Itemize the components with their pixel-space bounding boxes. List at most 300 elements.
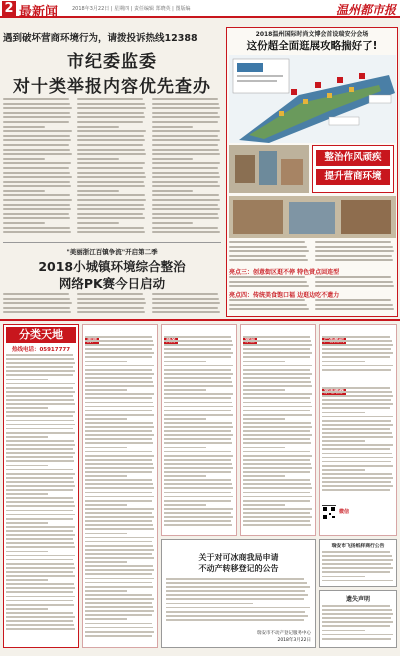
text-line bbox=[322, 489, 390, 491]
text-line bbox=[152, 302, 221, 304]
text-line bbox=[6, 555, 75, 557]
text-line bbox=[243, 447, 285, 449]
text-line bbox=[243, 516, 312, 518]
text-line bbox=[6, 395, 73, 397]
text-line bbox=[322, 365, 393, 367]
text-line bbox=[85, 418, 127, 420]
text-line bbox=[77, 98, 143, 100]
text-line bbox=[166, 619, 304, 621]
text-line bbox=[6, 542, 74, 544]
text-line bbox=[3, 298, 70, 300]
text-line bbox=[85, 344, 154, 346]
text-line bbox=[322, 571, 390, 573]
text-line bbox=[164, 344, 233, 346]
text-line bbox=[322, 356, 390, 358]
text-line bbox=[6, 358, 74, 360]
text-line bbox=[3, 162, 71, 164]
text-line bbox=[322, 555, 392, 557]
text-line bbox=[164, 369, 231, 371]
text-line bbox=[243, 471, 310, 473]
text-line bbox=[243, 356, 310, 358]
text-line bbox=[85, 365, 154, 367]
text-line bbox=[166, 611, 305, 613]
text-line bbox=[243, 512, 310, 514]
text-line bbox=[85, 385, 154, 387]
text-line bbox=[322, 420, 391, 422]
text-line bbox=[152, 190, 194, 192]
text-line bbox=[229, 250, 309, 252]
text-line bbox=[85, 471, 152, 473]
lead-body bbox=[3, 98, 221, 238]
text-line bbox=[6, 403, 75, 405]
text-line bbox=[85, 348, 152, 350]
text-line bbox=[3, 208, 71, 210]
text-line bbox=[164, 406, 233, 408]
text-line bbox=[243, 500, 310, 502]
text-line bbox=[229, 308, 309, 310]
text-line bbox=[243, 344, 312, 346]
culture-body-1 bbox=[229, 241, 395, 265]
text-line bbox=[243, 475, 285, 477]
text-line bbox=[85, 467, 154, 469]
text-line bbox=[3, 176, 72, 178]
text-line bbox=[3, 158, 45, 160]
text-line bbox=[77, 121, 143, 123]
text-line bbox=[164, 365, 233, 367]
text-line bbox=[85, 618, 127, 620]
text-line bbox=[243, 467, 312, 469]
classifieds-col-2-list bbox=[85, 336, 155, 639]
text-line bbox=[164, 348, 231, 350]
text-line bbox=[3, 190, 45, 192]
text-line bbox=[6, 559, 73, 561]
notice-date: 2018年3月22日 bbox=[277, 638, 311, 643]
text-line bbox=[85, 524, 153, 526]
text-line bbox=[322, 340, 392, 342]
text-line bbox=[243, 479, 310, 481]
text-line bbox=[243, 361, 285, 363]
text-line bbox=[6, 514, 75, 516]
text-line bbox=[315, 255, 392, 257]
wechat-label: 微信 bbox=[339, 509, 350, 515]
text-line bbox=[152, 112, 219, 114]
text-line bbox=[152, 227, 219, 229]
text-line bbox=[77, 139, 145, 141]
text-line bbox=[6, 579, 48, 581]
text-line bbox=[6, 391, 75, 393]
text-line bbox=[243, 459, 310, 461]
text-line bbox=[322, 630, 365, 632]
text-line bbox=[243, 369, 310, 371]
text-line bbox=[229, 246, 307, 248]
text-line bbox=[322, 457, 393, 459]
text-line bbox=[322, 412, 365, 414]
text-line bbox=[152, 103, 219, 105]
text-line bbox=[6, 616, 75, 618]
text-line bbox=[152, 298, 219, 300]
text-line bbox=[315, 308, 395, 310]
divider bbox=[3, 242, 221, 243]
text-line bbox=[322, 336, 390, 338]
text-line bbox=[322, 344, 393, 346]
culture-headline: 这份超全面逛展攻略揣好了! bbox=[246, 40, 378, 52]
text-line bbox=[6, 526, 75, 528]
text-line bbox=[85, 590, 127, 592]
text-line bbox=[152, 98, 218, 100]
text-line bbox=[85, 455, 154, 457]
text-line bbox=[85, 512, 152, 514]
text-line bbox=[85, 537, 154, 539]
classifieds-col-4-list bbox=[243, 336, 313, 528]
text-line bbox=[164, 516, 233, 518]
text-line bbox=[77, 162, 145, 164]
text-line bbox=[77, 190, 119, 192]
text-line bbox=[164, 377, 231, 379]
text-line bbox=[164, 410, 231, 412]
text-line bbox=[315, 304, 393, 306]
text-line bbox=[85, 402, 153, 404]
text-line bbox=[3, 139, 71, 141]
text-line bbox=[6, 374, 73, 376]
text-line bbox=[6, 624, 74, 626]
text-line bbox=[85, 528, 154, 530]
text-line bbox=[322, 469, 365, 471]
text-line bbox=[85, 504, 127, 506]
text-line bbox=[77, 222, 119, 224]
text-line bbox=[77, 227, 144, 229]
text-line bbox=[77, 204, 144, 206]
text-line bbox=[6, 481, 74, 483]
text-line bbox=[85, 389, 127, 391]
classifieds-rule bbox=[0, 319, 400, 321]
text-line bbox=[152, 181, 219, 183]
text-line bbox=[6, 600, 73, 602]
masthead-meta: 2018年3月22日 | 星期四 | 责任编辑 郑晓英 | 图版编 bbox=[72, 6, 191, 12]
text-line bbox=[243, 430, 310, 432]
text-line bbox=[243, 397, 310, 399]
text-line bbox=[6, 493, 48, 495]
text-line bbox=[77, 302, 146, 304]
text-line bbox=[166, 603, 253, 605]
text-line bbox=[85, 627, 153, 629]
text-line bbox=[164, 373, 233, 375]
text-line bbox=[243, 406, 312, 408]
lead-kicker: 遇到破坏营商环境行为，请拨投诉热线12388 bbox=[3, 33, 198, 44]
text-line bbox=[6, 436, 48, 438]
text-line bbox=[322, 444, 393, 446]
text-line bbox=[164, 492, 231, 494]
text-line bbox=[85, 426, 154, 428]
text-line bbox=[315, 276, 391, 278]
text-line bbox=[6, 538, 73, 540]
culture-subhead-2: 亮点四：传统美食饱口福 边逛边吃不遗力 bbox=[229, 292, 340, 299]
section-name: 最新闻 bbox=[19, 5, 59, 20]
text-line bbox=[322, 609, 392, 611]
text-line bbox=[152, 307, 219, 309]
text-line bbox=[85, 623, 152, 625]
text-line bbox=[322, 352, 393, 354]
text-line bbox=[164, 385, 233, 387]
photo-crafts bbox=[229, 145, 309, 193]
text-line bbox=[164, 512, 231, 514]
text-line bbox=[85, 496, 154, 498]
text-line bbox=[243, 393, 312, 395]
text-line bbox=[322, 481, 391, 483]
text-line bbox=[243, 442, 311, 444]
text-line bbox=[322, 477, 393, 479]
badge-line-2: 提升营商环境 bbox=[316, 169, 390, 185]
text-line bbox=[322, 424, 393, 426]
text-line bbox=[3, 217, 70, 219]
text-line bbox=[77, 194, 144, 196]
newspaper-logo: 温州都市报 bbox=[335, 3, 396, 17]
text-line bbox=[77, 181, 144, 183]
text-line bbox=[3, 199, 72, 201]
text-line bbox=[243, 455, 312, 457]
campaign-kicker: "美丽浙江百镇争流"开启第二季 bbox=[66, 248, 158, 256]
text-line bbox=[243, 422, 311, 424]
text-line bbox=[243, 402, 311, 404]
text-line bbox=[77, 144, 143, 146]
classifieds-col-5-list-a bbox=[322, 336, 394, 373]
notice-headline-1: 关于对可冰商我局申请 bbox=[198, 553, 279, 562]
text-line bbox=[164, 393, 233, 395]
text-line bbox=[243, 451, 310, 453]
text-line bbox=[166, 590, 305, 592]
text-line bbox=[243, 426, 312, 428]
text-line bbox=[152, 311, 220, 313]
text-line bbox=[85, 557, 154, 559]
text-line bbox=[166, 594, 308, 596]
text-line bbox=[164, 397, 231, 399]
text-line bbox=[85, 582, 152, 584]
text-line bbox=[152, 194, 219, 196]
text-line bbox=[77, 107, 146, 109]
text-line bbox=[164, 414, 233, 416]
text-line bbox=[85, 447, 127, 449]
text-line bbox=[77, 298, 144, 300]
announcement-title: 瑞安市飞扬纸样商行公告 bbox=[331, 544, 385, 549]
text-line bbox=[3, 112, 70, 114]
text-line bbox=[77, 311, 145, 313]
text-line bbox=[85, 414, 154, 416]
loss-notice-body bbox=[322, 605, 394, 642]
text-line bbox=[322, 448, 390, 450]
text-line bbox=[322, 563, 391, 565]
text-line bbox=[152, 293, 218, 295]
text-line bbox=[85, 549, 154, 551]
text-line bbox=[6, 563, 74, 565]
text-line bbox=[152, 139, 220, 141]
text-line bbox=[166, 582, 307, 584]
text-line bbox=[6, 485, 75, 487]
lead-story bbox=[3, 30, 221, 97]
text-line bbox=[85, 410, 152, 412]
text-line bbox=[6, 604, 74, 606]
text-line bbox=[6, 428, 73, 430]
text-line bbox=[6, 510, 73, 512]
text-line bbox=[6, 366, 73, 368]
campaign-headline-1: 2018小城镇环境综合整治 bbox=[38, 259, 186, 274]
text-line bbox=[152, 149, 219, 151]
text-line bbox=[152, 199, 221, 201]
text-line bbox=[6, 608, 48, 610]
text-line bbox=[243, 487, 312, 489]
loss-notice-title: 遗失声明 bbox=[345, 596, 370, 603]
text-line bbox=[164, 447, 206, 449]
text-line bbox=[3, 121, 69, 123]
text-line bbox=[85, 545, 153, 547]
announcement-body bbox=[322, 551, 394, 584]
text-line bbox=[3, 149, 70, 151]
text-line bbox=[322, 416, 393, 418]
text-line bbox=[152, 126, 194, 128]
text-line bbox=[164, 426, 233, 428]
text-line bbox=[77, 103, 144, 105]
text-line bbox=[6, 456, 73, 458]
text-line bbox=[315, 250, 395, 252]
text-line bbox=[85, 377, 152, 379]
text-line bbox=[164, 487, 233, 489]
text-line bbox=[164, 389, 206, 391]
text-line bbox=[6, 567, 75, 569]
text-line bbox=[77, 208, 145, 210]
text-line bbox=[6, 432, 75, 434]
text-line bbox=[77, 153, 146, 155]
text-line bbox=[6, 518, 73, 520]
exhibition-map-image bbox=[229, 55, 396, 143]
text-line bbox=[6, 596, 75, 598]
text-line bbox=[85, 369, 152, 371]
text-line bbox=[315, 299, 391, 301]
text-line bbox=[243, 496, 312, 498]
text-line bbox=[152, 204, 219, 206]
text-line bbox=[164, 500, 231, 502]
text-line bbox=[166, 578, 304, 580]
text-line bbox=[164, 422, 232, 424]
text-line bbox=[164, 471, 231, 473]
text-line bbox=[6, 469, 73, 471]
text-line bbox=[322, 403, 393, 405]
text-line bbox=[243, 492, 310, 494]
text-line bbox=[164, 430, 231, 432]
text-line bbox=[77, 135, 144, 137]
text-line bbox=[164, 451, 231, 453]
text-line bbox=[322, 485, 393, 487]
text-line bbox=[322, 580, 393, 582]
text-line bbox=[315, 281, 393, 283]
text-line bbox=[6, 591, 73, 593]
text-line bbox=[85, 606, 153, 608]
text-line bbox=[243, 418, 285, 420]
text-line bbox=[152, 231, 220, 233]
text-line bbox=[6, 370, 75, 372]
text-line bbox=[3, 231, 71, 233]
text-line bbox=[322, 453, 392, 455]
text-line bbox=[322, 473, 392, 475]
text-line bbox=[322, 440, 365, 442]
text-line bbox=[77, 199, 146, 201]
text-line bbox=[164, 442, 232, 444]
text-line bbox=[315, 285, 395, 287]
text-line bbox=[77, 217, 144, 219]
text-line bbox=[77, 213, 143, 215]
text-line bbox=[85, 438, 152, 440]
text-line bbox=[164, 459, 231, 461]
text-line bbox=[166, 607, 310, 609]
text-line bbox=[243, 410, 310, 412]
text-line bbox=[152, 176, 221, 178]
text-line bbox=[6, 501, 74, 503]
text-line bbox=[6, 452, 75, 454]
text-line bbox=[6, 407, 48, 409]
text-line bbox=[3, 103, 70, 105]
text-line bbox=[243, 336, 310, 338]
text-line bbox=[322, 399, 391, 401]
text-line bbox=[229, 285, 309, 287]
text-line bbox=[322, 348, 391, 350]
text-line bbox=[85, 492, 152, 494]
text-line bbox=[6, 612, 73, 614]
text-line bbox=[85, 459, 152, 461]
text-line bbox=[322, 567, 393, 569]
text-line bbox=[152, 162, 220, 164]
text-line bbox=[3, 185, 71, 187]
campaign-body bbox=[3, 293, 221, 317]
text-line bbox=[243, 340, 311, 342]
text-line bbox=[152, 153, 221, 155]
text-line bbox=[6, 534, 75, 536]
text-line bbox=[6, 583, 74, 585]
text-line bbox=[164, 402, 232, 404]
text-line bbox=[166, 586, 310, 588]
text-line bbox=[85, 610, 154, 612]
text-line bbox=[322, 625, 390, 627]
text-line bbox=[3, 116, 71, 118]
text-line bbox=[322, 551, 390, 553]
text-line bbox=[85, 406, 154, 408]
text-line bbox=[164, 361, 206, 363]
text-line bbox=[152, 208, 220, 210]
text-line bbox=[6, 620, 73, 622]
text-line bbox=[6, 489, 73, 491]
text-line bbox=[6, 354, 73, 356]
text-line bbox=[6, 473, 75, 475]
text-line bbox=[85, 487, 154, 489]
text-line bbox=[164, 356, 231, 358]
text-line bbox=[85, 397, 152, 399]
text-line bbox=[152, 107, 221, 109]
text-line bbox=[85, 631, 154, 633]
text-line bbox=[77, 149, 144, 151]
text-line bbox=[3, 130, 72, 132]
text-line bbox=[322, 395, 393, 397]
text-line bbox=[6, 362, 75, 364]
text-line bbox=[322, 369, 391, 371]
text-line bbox=[3, 302, 72, 304]
lead-headline-2: 对十类举报内容优先查办 bbox=[13, 77, 211, 97]
text-line bbox=[315, 259, 394, 261]
text-line bbox=[85, 508, 154, 510]
text-line bbox=[85, 541, 152, 543]
culture-body-2 bbox=[229, 276, 395, 288]
text-line bbox=[322, 428, 390, 430]
qr-code bbox=[322, 505, 336, 519]
text-line bbox=[85, 430, 152, 432]
text-line bbox=[3, 153, 72, 155]
text-line bbox=[164, 524, 232, 526]
text-line bbox=[164, 340, 232, 342]
